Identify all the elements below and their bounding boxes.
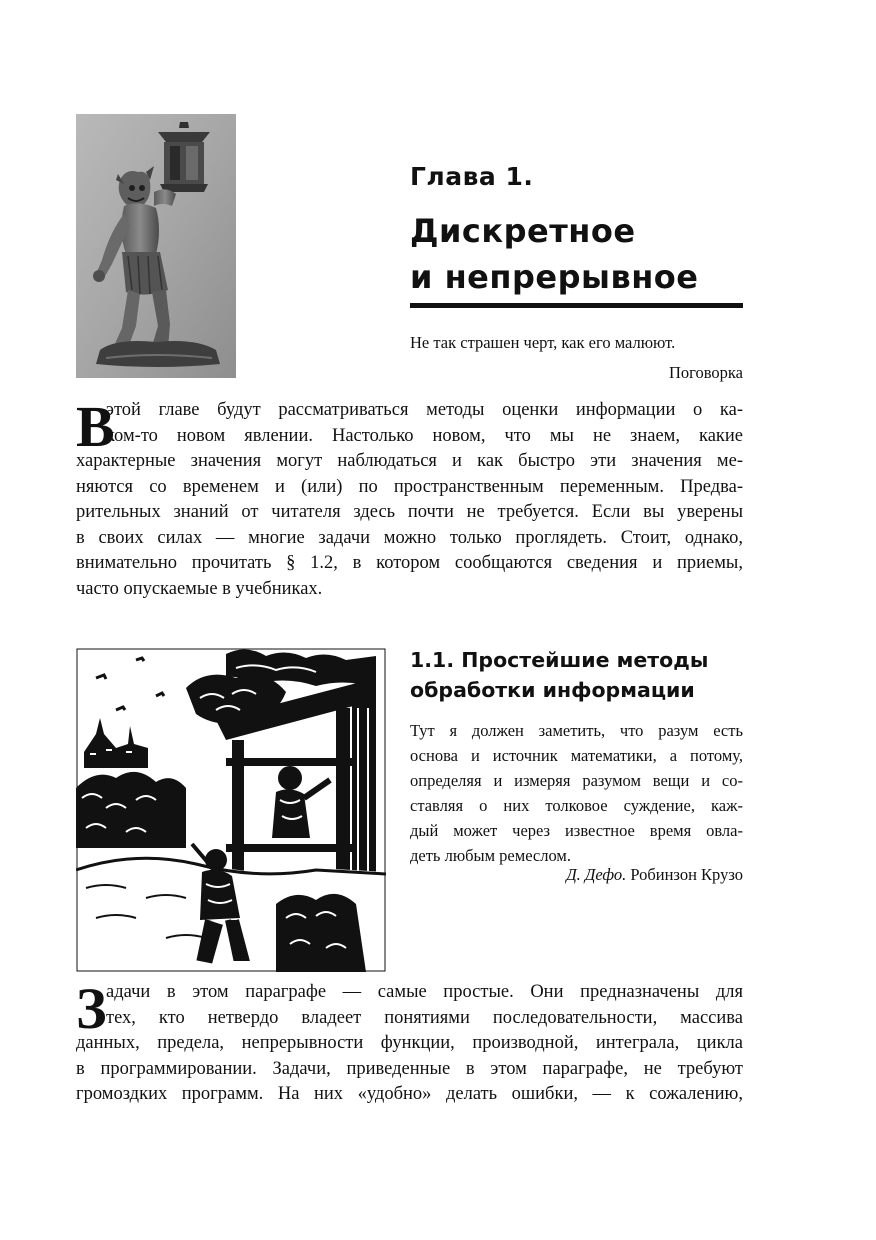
- paragraph-line: рительных знаний от читателя здесь почти не требуется. Если вы уверены: [76, 502, 743, 522]
- paragraph-line: няются со временем и (или) по пространственным переменным. Предва-: [76, 476, 743, 497]
- epigraph-line: деть любым ремеслом.: [410, 846, 571, 865]
- epigraph-line: ставляя о них толковое суждение, каж-: [410, 796, 743, 815]
- chapter-title-line: и непрерывное: [410, 258, 699, 296]
- drop-cap: В: [76, 394, 115, 459]
- paragraph-line: характерные значения могут наблюдаться и как быстро эти значения ме-: [76, 451, 743, 471]
- intro-paragraph: [76, 394, 743, 602]
- paragraph-line: громоздких программ. На них «удобно» делать ошибки, — к сожалению,: [76, 1084, 743, 1104]
- epigraph-line: дый может через известное время овла-: [410, 821, 743, 840]
- section-title-line: обработки информации: [410, 678, 695, 702]
- chapter-divider: [410, 303, 743, 308]
- paragraph-line: в своих силах — многие задачи можно только проглядеть. Стоит, однако,: [76, 527, 743, 548]
- epigraph-attribution: [410, 862, 743, 887]
- statue-illustration: [76, 114, 236, 378]
- paragraph-line: тех, кто нетвердо владеет понятиями последовательности, массива: [106, 1007, 743, 1028]
- paragraph-line: внимательно прочитать § 1.2, в котором сообщаются сведения и приемы,: [76, 553, 743, 573]
- epigraph-text: Не так страшен черт, как его малюют.: [410, 333, 676, 352]
- section-title: [410, 645, 743, 705]
- paragraph-line: часто опускаемые в учебниках.: [76, 578, 323, 599]
- epigraph-line: определяя и измеряя разумом вещи и со-: [410, 771, 743, 790]
- epigraph-line: основа и источник математики, а потому,: [410, 746, 743, 765]
- epigraph-work: Робинзон Крузо: [630, 865, 743, 884]
- chapter-title-line: Дискретное: [410, 212, 636, 250]
- paragraph-line: адачи в этом параграфе — самые простые. Они предназначены для: [106, 982, 743, 1002]
- epigraph-line: Тут я должен заметить, что разум есть: [410, 721, 743, 740]
- epigraph-quote: [410, 718, 743, 868]
- chapter-title: [410, 208, 750, 300]
- engraving-illustration: [76, 648, 386, 972]
- paragraph-line: данных, предела, непрерывности функции, производной, интеграла, цикла: [76, 1033, 743, 1053]
- paragraph-line: в программировании. Задачи, приведенные в этом параграфе, не требуют: [76, 1058, 743, 1079]
- epigraph-author: Д. Дефо.: [566, 865, 627, 884]
- body-paragraph: [76, 976, 743, 1108]
- section-title-line: 1.1. Простейшие методы: [410, 648, 709, 672]
- epigraph-source: Поговорка: [668, 363, 743, 382]
- chapter-label: Глава 1.: [410, 162, 534, 191]
- drop-cap: З: [76, 976, 107, 1041]
- paragraph-line: этой главе будут рассматриваться методы оценки информации о ка-: [106, 400, 743, 420]
- paragraph-line: ком-то новом явлении. Настолько новом, что мы не знаем, какие: [106, 425, 743, 446]
